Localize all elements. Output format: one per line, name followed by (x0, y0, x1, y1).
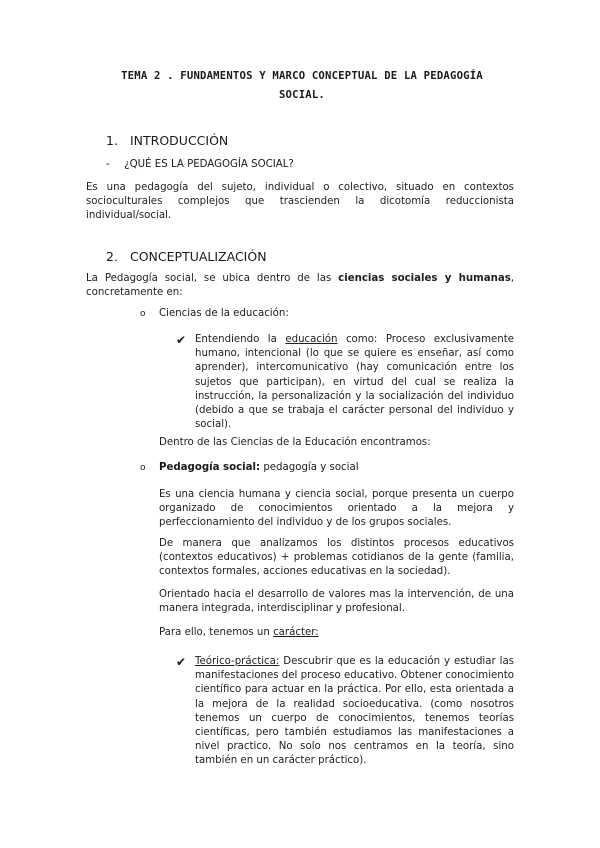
title-line-2: SOCIAL. (278, 89, 326, 101)
item-1-followup: Dentro de las Ciencias de la Educación encontramos: (159, 437, 431, 448)
bullet-ciencias-educacion (140, 307, 289, 321)
caracter-pre: Para ello, tenemos un (159, 627, 274, 638)
section-2-number: 2. (106, 249, 118, 264)
bullet-marker: o (140, 463, 146, 473)
section-1-paragraph: Es una pedagogía del sujeto, individual o colectivo, situado en contextos socioculturales complejos que trascienden la dicotomía reduccionista individual/social. (86, 182, 514, 222)
pedagogia-paragraph-1: Es una ciencia humana y ciencia social, porque presenta un cuerpo organizado de conocimientos orientado a la mejora y perfeccionamiento del individuo y de los grupos sociales. (159, 489, 514, 529)
bullet-label: Ciencias de la educación: (159, 308, 289, 319)
check-icon: ✔ (176, 655, 187, 669)
education-definition (195, 333, 514, 432)
bullet-label: Pedagogía social: (159, 462, 261, 473)
teorico-practica-text: Descubrir que es la educación y estudiar las manifestaciones del proceso educativo. Obtener conocimiento científico para actuar en la práctica. Por ello, esta orientada a la mejora de la realidad socioeducativa. (como nosotros tenemos un cuerpo de conocimientos, tenemos teorías científicas, pero también estudiamos las manifestaciones a nivel practico. No solo nos centramos en la teoría, sino también en un carácter práctico). (195, 656, 514, 767)
bullet-pedagogia-social (140, 461, 359, 475)
section-2-intro (86, 272, 514, 300)
section-2-heading (106, 249, 267, 265)
intro-pre: La Pedagogía social, se ubica dentro de las (86, 273, 339, 284)
section-1-number: 1. (106, 133, 118, 148)
intro-bold: ciencias sociales y humanas (338, 273, 511, 284)
definition-pre: Entendiendo la (195, 334, 286, 345)
pedagogia-paragraph-3: Orientado hacia el desarrollo de valores mas la intervención, de una manera integrada, interdisciplinar y profesional. (159, 589, 514, 615)
section-1-title: INTRODUCCIÓN (129, 133, 229, 148)
check-icon: ✔ (176, 333, 187, 347)
question-text: ¿QUÉ ES LA PEDAGOGÍA SOCIAL? (124, 159, 294, 170)
section-1-question (106, 157, 294, 173)
section-1-heading (106, 133, 228, 149)
document-title (78, 67, 526, 105)
teorico-practica-item (195, 655, 514, 769)
dash-marker: - (106, 159, 110, 170)
definition-post: como: Proceso exclusivamente humano, intencional (lo que se quiere es enseñar, así como aprender), intercomunicativo (hay comunicación entre los sujetos que participan), en virtud del cual se realiza la instrucción, la personalización y la socialización del individuo (debido a que se trabaja el carácter personal del individuo y social). (195, 334, 514, 431)
title-line-1: TEMA 2 . FUNDAMENTOS Y MARCO CONCEPTUAL DE LA PEDAGOGÍA (121, 70, 483, 82)
bullet-label-rest: pedagogía y social (260, 462, 359, 473)
definition-underline: educación (285, 334, 338, 345)
section-2-title: CONCEPTUALIZACIÓN (129, 249, 267, 264)
pedagogia-paragraph-2: De manera que analizamos los distintos procesos educativos (contextos educativos) + problemas cotidianos de la gente (familia, contextos formales, acciones educativas en la sociedad). (159, 538, 514, 578)
bullet-marker: o (140, 309, 146, 319)
teorico-practica-label: Teórico-práctica: (195, 656, 280, 667)
pedagogia-paragraph-4 (159, 626, 514, 640)
intro-post: , concretamente en: (86, 273, 515, 299)
caracter-underline: carácter: (273, 627, 319, 638)
